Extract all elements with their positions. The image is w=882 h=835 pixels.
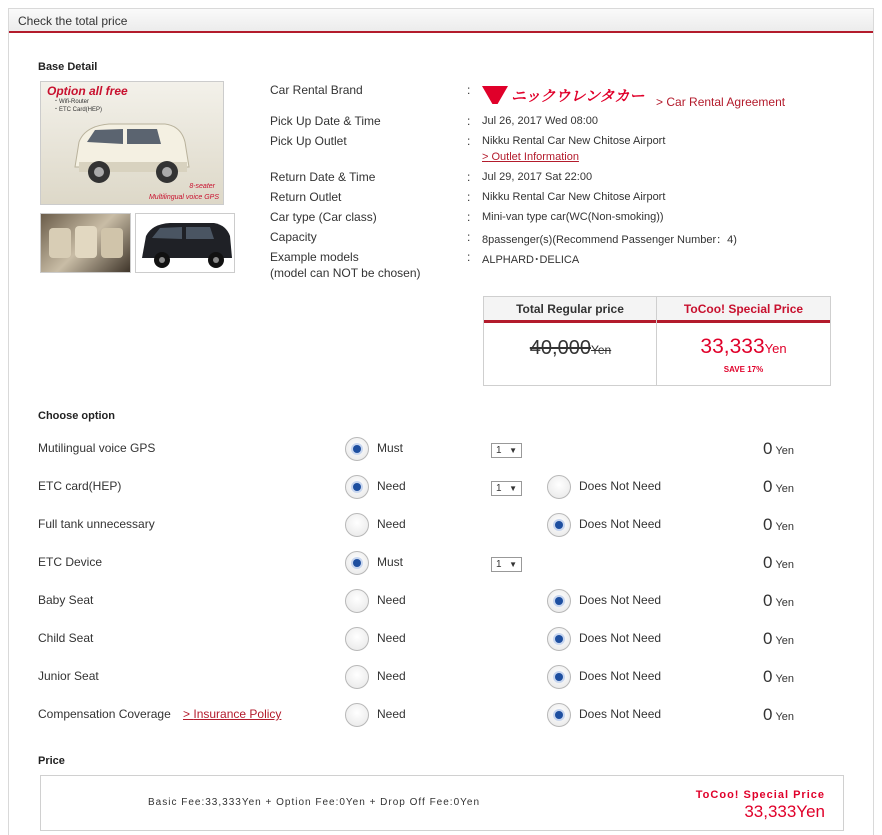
baby-seat-need-label: Need [377,593,406,607]
baby-seat-not-need-label: Does Not Need [579,593,662,607]
promo-title: Option all free [47,84,128,98]
etc-device-fee [763,553,843,573]
option-label-etc-device: ETC Device [38,555,103,569]
fee-value: 0 [763,515,773,534]
insurance-policy-link-text: Insurance Policy [193,707,282,721]
child-seat-need-label: Need [377,631,406,645]
save-badge: SAVE 17% [723,365,764,374]
colon: : [467,210,471,224]
fee-value: 0 [763,553,773,572]
summary-special-price-value: 33,333Yen [744,802,825,821]
special-price-unit: Yen [764,341,787,356]
junior-seat-fee [763,667,843,687]
junior-seat-need-radio[interactable] [345,665,369,689]
option-label-baby-seat: Baby Seat [38,593,94,607]
etc-device-must-radio[interactable] [345,551,369,575]
dropdown-arrow-icon: ▼ [509,560,517,569]
child-seat-fee [763,629,843,649]
promo-item: ・ETC Card(HEP) [53,107,103,113]
gps-label: Multilingual voice GPS [148,194,219,201]
fee-unit: Yen [775,673,795,685]
baby-seat-fee [763,591,843,611]
junior-seat-not-need-radio[interactable] [547,665,571,689]
base-detail-title: Base Detail [38,61,98,73]
colon: : [467,134,471,148]
dropdown-arrow-icon: ▼ [509,446,517,455]
nikku-logo-icon [482,86,508,104]
page-title: Check the total price [18,14,128,28]
pickup-outlet-label: Pick Up Outlet [270,134,347,148]
page-header [9,9,873,33]
fee-unit: Yen [775,483,795,495]
compensation-not-need-label: Does Not Need [579,707,662,721]
option-label-junior-seat: Junior Seat [38,669,99,683]
etc-device-must-label: Must [377,555,404,569]
etc-card-not-need-label: Does Not Need [579,479,662,493]
return-datetime-label: Return Date & Time [270,170,376,184]
price-comparison-table [483,296,831,386]
select-value: 1 [496,445,502,456]
example-models-note: (model can NOT be chosen) [270,266,421,280]
select-value: 1 [496,559,502,570]
car-main-photo [40,81,224,205]
colon: : [467,114,471,128]
regular-price [484,337,657,360]
agreement-link-text: Car Rental Agreement [666,95,786,109]
child-seat-need-radio[interactable] [345,627,369,651]
pickup-datetime-value: Jul 26, 2017 Wed 08:00 [482,115,598,127]
colon: : [467,230,471,244]
compensation-not-need-radio[interactable] [547,703,571,727]
car-exterior-thumbnail[interactable] [135,213,235,273]
fee-value: 0 [763,439,773,458]
full-tank-not-need-label: Does Not Need [579,517,662,531]
special-price-column [657,297,830,385]
junior-seat-not-need-label: Does Not Need [579,669,662,683]
full-tank-fee [763,515,843,535]
gps-quantity-select[interactable] [491,443,522,458]
junior-seat-need-label: Need [377,669,406,683]
colon: : [467,190,471,204]
fee-value: 0 [763,477,773,496]
car-type-label: Car type (Car class) [270,210,377,224]
compensation-need-label: Need [377,707,406,721]
baby-seat-need-radio[interactable] [345,589,369,613]
special-price-header: ToCoo! Special Price [657,297,830,323]
option-label-etc-card: ETC card(HEP) [38,479,122,493]
fee-unit: Yen [775,635,795,647]
outlet-info-link-text: Outlet Information [491,151,579,163]
select-value: 1 [496,483,502,494]
white-minivan-icon [65,112,195,192]
fee-unit: Yen [775,445,795,457]
full-tank-not-need-radio[interactable] [547,513,571,537]
return-outlet-value: Nikku Rental Car New Chitose Airport [482,191,666,203]
example-models-value: ALPHARD･DELICA [482,254,580,266]
fee-value: 0 [763,667,773,686]
colon: : [467,250,471,264]
baby-seat-not-need-radio[interactable] [547,589,571,613]
price-section-title: Price [38,755,65,767]
return-outlet-label: Return Outlet [270,190,342,204]
regular-price-column [484,297,657,385]
regular-price-header: Total Regular price [484,297,656,323]
child-seat-not-need-radio[interactable] [547,627,571,651]
chevron-right-icon: > [183,707,191,721]
brand-label: Car Rental Brand [270,83,363,97]
example-models-label: Example models [270,250,359,264]
dropdown-arrow-icon: ▼ [509,484,517,493]
etc-card-quantity-select[interactable] [491,481,522,496]
fee-value: 0 [763,705,773,724]
return-datetime-value: Jul 29, 2017 Sat 22:00 [482,171,593,183]
colon: : [467,83,471,97]
car-type-value: Mini-van type car(WC(Non-smoking)) [482,211,664,223]
car-interior-thumbnail[interactable] [40,213,131,273]
price-summary-box [40,775,844,831]
seater-label: 8-seater [189,183,215,190]
brand-logo-text: ニックウレンタカー [511,87,645,105]
etc-card-need-label: Need [377,479,406,493]
special-price [657,335,830,359]
chevron-right-icon: > [656,95,664,109]
pickup-outlet-value: Nikku Rental Car New Chitose Airport [482,135,666,147]
black-minivan-icon [136,214,235,273]
main-frame [8,8,874,835]
pickup-datetime-label: Pick Up Date & Time [270,114,381,128]
capacity-value: 8passenger(s)(Recommend Passenger Number：4) [482,234,737,246]
compensation-need-radio[interactable] [345,703,369,727]
gps-must-radio[interactable] [345,437,369,461]
full-tank-need-label: Need [377,517,406,531]
fee-unit: Yen [775,521,795,533]
regular-price-value: 40,000 [529,337,591,359]
choose-option-title: Choose option [38,410,115,422]
gps-must-label: Must [377,441,404,455]
capacity-label: Capacity [270,230,317,244]
price-breakdown: Basic Fee:33,333Yen + Option Fee:0Yen + Drop Off Fee:0Yen [148,797,481,808]
option-label-child-seat: Child Seat [38,631,94,645]
etc-device-quantity-select[interactable] [491,557,522,572]
promo-item: ・Wifi-Router [53,99,90,105]
fee-unit: Yen [775,597,795,609]
child-seat-not-need-label: Does Not Need [579,631,662,645]
etc-card-need-radio[interactable] [345,475,369,499]
etc-card-not-need-radio[interactable] [547,475,571,499]
etc-card-fee [763,477,843,497]
fee-value: 0 [763,629,773,648]
car-seats-icon [41,214,131,273]
regular-price-unit: Yen [590,343,612,357]
option-label-full-tank: Full tank unnecessary [38,517,155,531]
gps-fee [763,439,843,459]
full-tank-need-radio[interactable] [345,513,369,537]
fee-unit: Yen [775,559,795,571]
car-rental-agreement-link[interactable] [656,95,785,109]
compensation-fee [763,705,843,725]
option-label-compensation: Compensation Coverage [38,707,171,721]
insurance-policy-link[interactable] [183,707,281,721]
chevron-right-icon: > [482,151,489,163]
outlet-information-link[interactable] [482,151,579,163]
fee-unit: Yen [775,711,795,723]
special-price-value: 33,333 [700,335,765,358]
option-label-gps: Mutilingual voice GPS [38,441,156,455]
colon: : [467,170,471,184]
brand-logo [482,84,644,106]
fee-value: 0 [763,591,773,610]
summary-special-price-label: ToCoo! Special Price [695,789,825,801]
